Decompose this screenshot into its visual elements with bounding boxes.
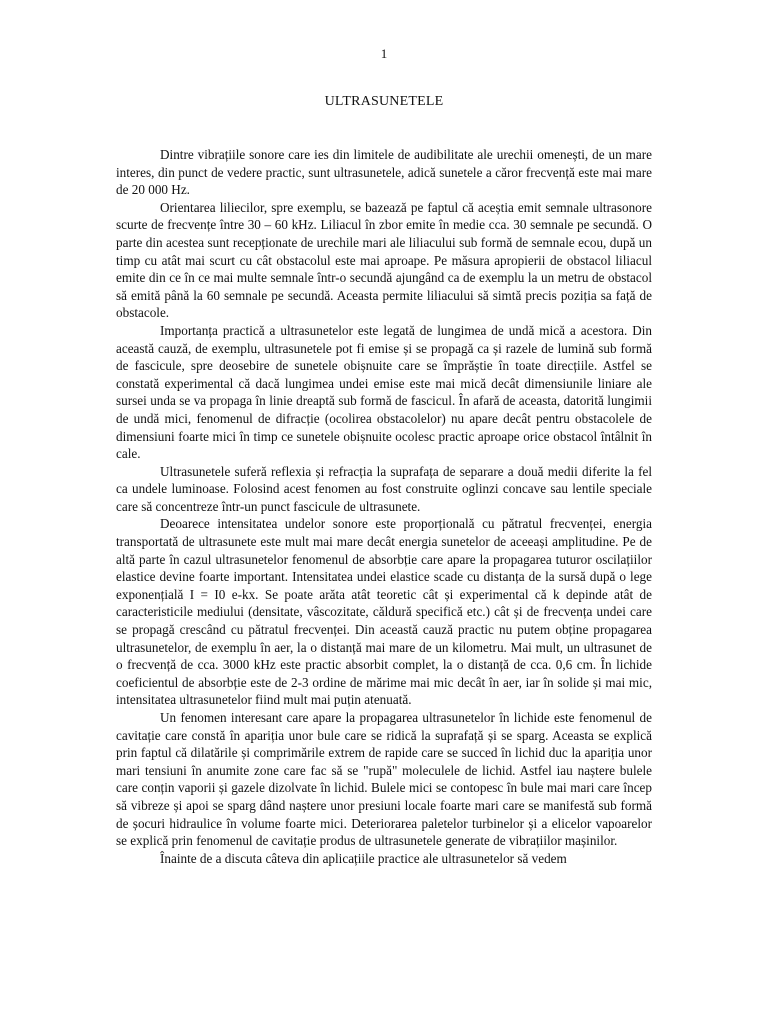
paragraph-6: Un fenomen interesant care apare la propagarea ultrasunetelor în lichide este fenomenul de cavitație care constă în apariția unor bule care se ridică la suprafață și se sparg. Aceasta se explică prin faptul că dilatările și comprimările extrem de rapide care se succed în lichid duc la apariția unor mari tensiuni în anumite zone care fac să se "rupă" moleculele de lichid. Astfel iau naștere bulele care conțin vaporii și gazele dizolvate în lichid. Bulele mici se contopesc în bule mai mari care încep să vibreze și apoi se sparg dând naștere unor presiuni locale foarte mari care se manifestă sub formă de șocuri hidraulice în volume foarte mici. Deteriorarea paletelor turbinelor și a elicelor vapoarelor se explică prin fenomenul de cavitație produs de ultrasunetele generate de vibrațiilor mașinilor.: [116, 710, 652, 849]
document-title: ULTRASUNETELE: [324, 94, 444, 109]
paragraph-3: Importanța practică a ultrasunetelor este legată de lungimea de undă mică a acestora. Din această cauză, de exemplu, ultrasunetele pot fi emise și se propagă ca și razele de lumină sub formă de fascicule, spre deosebire de sunetele obișnuite care se împrăștie în toate direcțiile. Astfel se constată experimental că dacă lungimea undei emise este mai mică decât dimensiunile liniare ale sursei unda se va propaga în linie dreaptă sub formă de fascicul. În afară de aceasta, datorită lungimii de undă mici, fenomenul de difracție (ocolirea obstacolelor) nu apare decât pentru obstacolele de dimensiuni foarte mici în timp ce sunetele obișnuite ocolesc practic aproape orice obstacol întâlnit în cale.: [116, 322, 652, 462]
paragraph-7: Înainte de a discuta câteva din aplicațiile practice ale ultrasunetelor să vedem: [160, 850, 567, 866]
paragraph-1: Dintre vibrațiile sonore care ies din limitele de audibilitate ale urechii omenești, de un mare interes, din punct de vedere practic, sunt ultrasunetele, adică sunetele a căror frecvență este mai mare de 20 000 Hz.: [116, 147, 652, 198]
paragraph-5: Deoarece intensitatea undelor sonore este proporțională cu pătratul frecvenței, energia transportată de ultrasunete este mult mai mare decât energia sunetelor de aceeași amplitudine. Pe de altă parte în cazul ultrasunetelor fenomenul de absorbție care apare la propagarea tuturor oscilațiilor elastice devine foarte important. Intensitatea undei elastice scade cu distanța de la sursă după o lege exponențială I = I0 e-kx. Se poate arăta atât teoretic cât și experimental că k depinde atât de caracteristicile mediului (densitate, vâscozitate, căldură specifică etc.) cât și de frecvența undei care se propagă crescând cu pătratul frecvenței. Din această cauză practic nu putem obține propagarea ultrasunetelor, de exemplu în aer, la o distanță mai mare de un kilometru. Mai mult, un ultrasunet de o frecvență de cca. 3000 kHz este practic absorbit complet, la o distanță de cca. 0,6 cm. În lichide coeficientul de absorbție este de 2-3 ordine de mărime mai mic decât în aer, iar în solide și mai mic, intensitatea ultrasunetelor fiind mult mai puțin atenuată.: [116, 516, 652, 708]
paragraph-4: Ultrasunetele suferă reflexia și refracția la suprafața de separare a două medii diferite la fel ca undele luminoase. Folosind acest fenomen au fost construite oglinzi concave sau lentile speciale care să concentreze într-un punct fascicule de ultrasunete.: [116, 463, 652, 514]
page-number: 1: [380, 46, 388, 61]
paragraph-2: Orientarea liliecilor, spre exemplu, se bazează pe faptul că aceștia emit semnale ultrasonore scurte de frecvențe între 30 – 60 kHz. Liliacul în zbor emite în medie cca. 30 semnale pe secundă. O parte din acestea sunt recepționate de urechile mari ale liliacului sub formă de semnale ecou, după un timp cu atât mai scurt cu cât obstacolul este mai aproape. Pe măsura apropierii de obstacol liliacul emite din ce în ce mai multe semnale într-o secundă ajungând ca de exemplu la un metru de obstacol să emită până la 60 semnale pe secundă. Aceasta permite liliacului să simtă precis poziția sa față de obstacole.: [116, 199, 652, 321]
document-body: [116, 146, 652, 867]
